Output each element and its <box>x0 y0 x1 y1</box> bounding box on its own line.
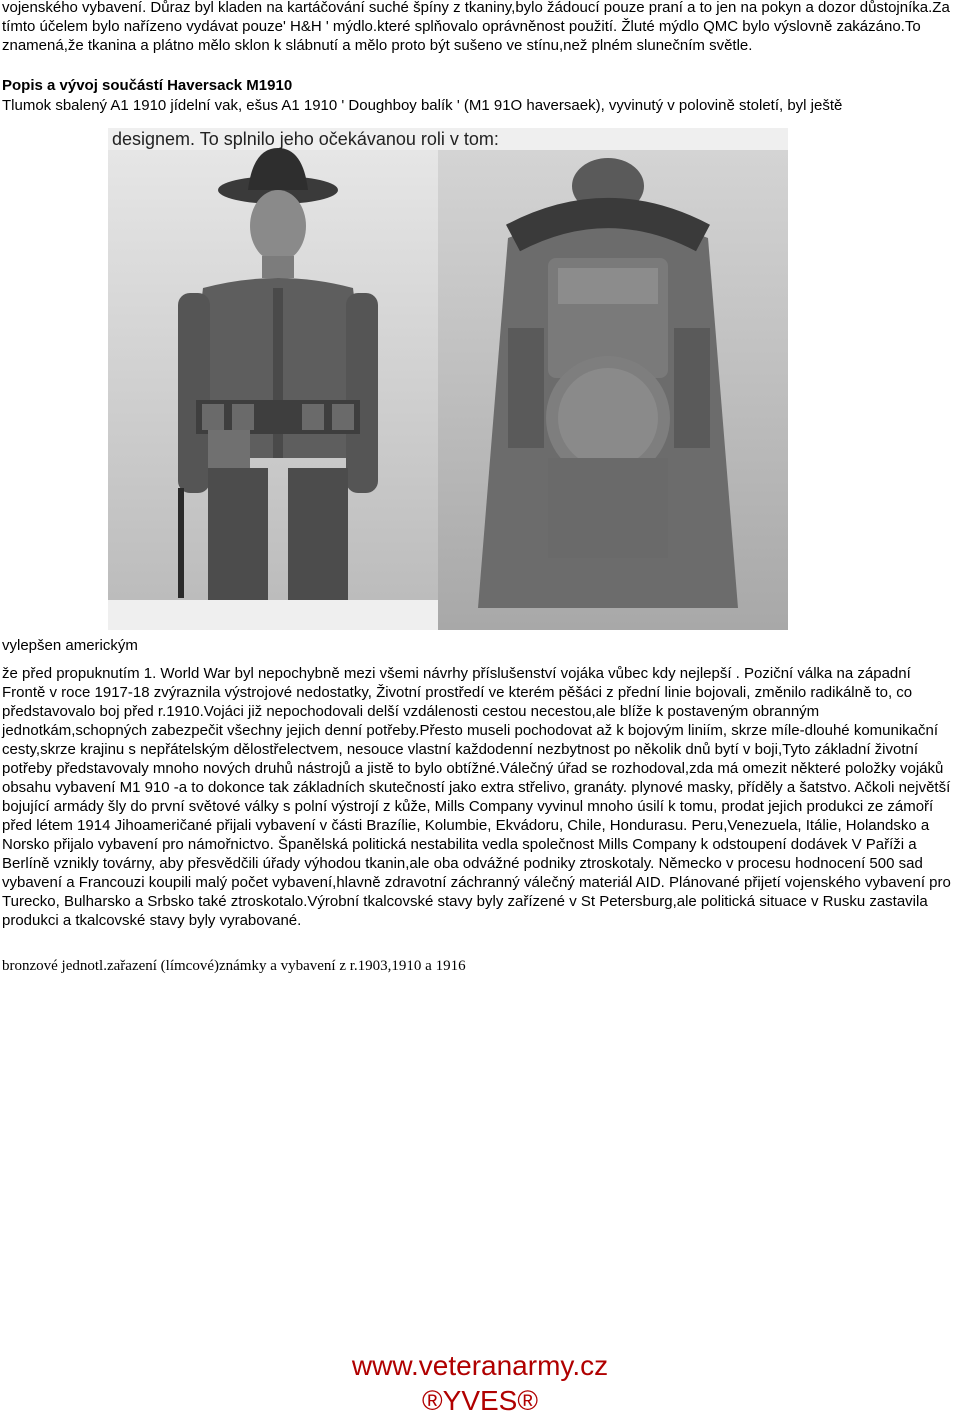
footer-author: ®YVES® <box>422 1385 538 1416</box>
after-photo-text: vylepšen americkým <box>2 637 138 654</box>
soldier-photo-illustration <box>108 128 788 630</box>
body-paragraph: že před propuknutím 1. World War byl nepochybně mezi všemi návrhy příslušenství vojáka vůbec kdy nejlepší . Poziční válka na západní Frontě v roce 1917-18 zvýraznila výstrojové nedostatky, Životní prostředí ve kterém pěšáci z přední linie bojovali, změnilo radikálně to, co představovalo boj před r.1910.Vojáci již nepochodovali delší vzdálenosti cestou necestou,ale blíže k postaveným obranným jednotkám,schopných zabezpečit všechny jejich denní potřeby.Přesto museli pochodovat až k bojovým liniím, skrze míle-dlouhé komunikační cesty,skrze krajinu s nepřátelským dělostřelectvem, nesouce vlastní každodenní nezbytnost po několik dnů bytí v boji,Tyto základní životní potřeby představovaly mnoho nových druhů nástrojů a jistě to bylo obtížné.Válečný úřad se rozhodoval,zda má omezit některé položky vojáků obsahu vybavení M1 910 -a to dokonce tak základních skutečností jako extra střelivo, granáty. plynové masky, příděly a šatstvo. Ačkoli největší bojující armády šly do první světové války s polní výstrojí z kůže, Mills Company vyvinul mnoho úsilí k tomu, prodat jejich produkci ze zámoří před létem 1914 Jihoameričané přijali vybavení v části Brazílie, Kolumbie, Ekvádoru, Chile, Hondurasu. Peru,Venezuela, Itálie, Holandsko a Norsko přijalo vybavení pro námořnictvo. Španělská politická nestabilita vedla společnost Mills Company k odstoupení dodávek V Paříži a Berlíně vznikly továrny, aby přesvědčili úřady výhodou tkanin,ale oba odvážné podniky ztroskotaly. Německo v procesu hodnocení 500 sad vybavení a Francouzi koupili malý počet vybavení,hlavně zdravotní záchranný válečný materiál AID. Plánované přijetí vojenského vybavení pro Turecko, Bulharsko a Srbsko také ztroskotalo.Výrobní tkalcovské stavy byly zařízené v St Petersburg,ale politická situace v Rusku zastavila produkci a tkalcovské stavy byly vyrabované. <box>2 665 951 929</box>
section-heading: Popis a vývoj součástí Haversack M1910 <box>2 77 293 94</box>
footer-website-link[interactable]: www.veteranarmy.cz <box>351 1350 609 1381</box>
soldier-photo <box>108 128 788 630</box>
photo-caption: designem. To splnilo jeho očekávanou roli v tom: <box>112 129 499 149</box>
lead-paragraph: Tlumok sbalený A1 1910 jídelní vak, ešus A1 1910 ' Doughboy balík ' (M1 91O haversaek), vyvinutý v polovině století, byl ještě <box>2 97 843 114</box>
intro-paragraph: vojenského vybavení. Důraz byl kladen na kartáčování suché špíny z tkaniny,bylo žádoucí pouze praní a to jen na pokyn a dozor důstojníka.Za tímto účelem bylo nařízeno vydávat pouze' H&H ' mýdlo.které splňovalo oprávněnost použití. Žluté mýdlo QMC bylo výslovně zakázáno.To znamená,že tkanina a plátno mělo sklon k slábnutí a mělo proto být sušeno ve stínu,než plném slunečním světle. <box>2 0 950 54</box>
serif-note-line: bronzové jednotl.zařazení (límcové)známky a vybavení z r.1903,1910 a 1916 <box>2 958 466 974</box>
